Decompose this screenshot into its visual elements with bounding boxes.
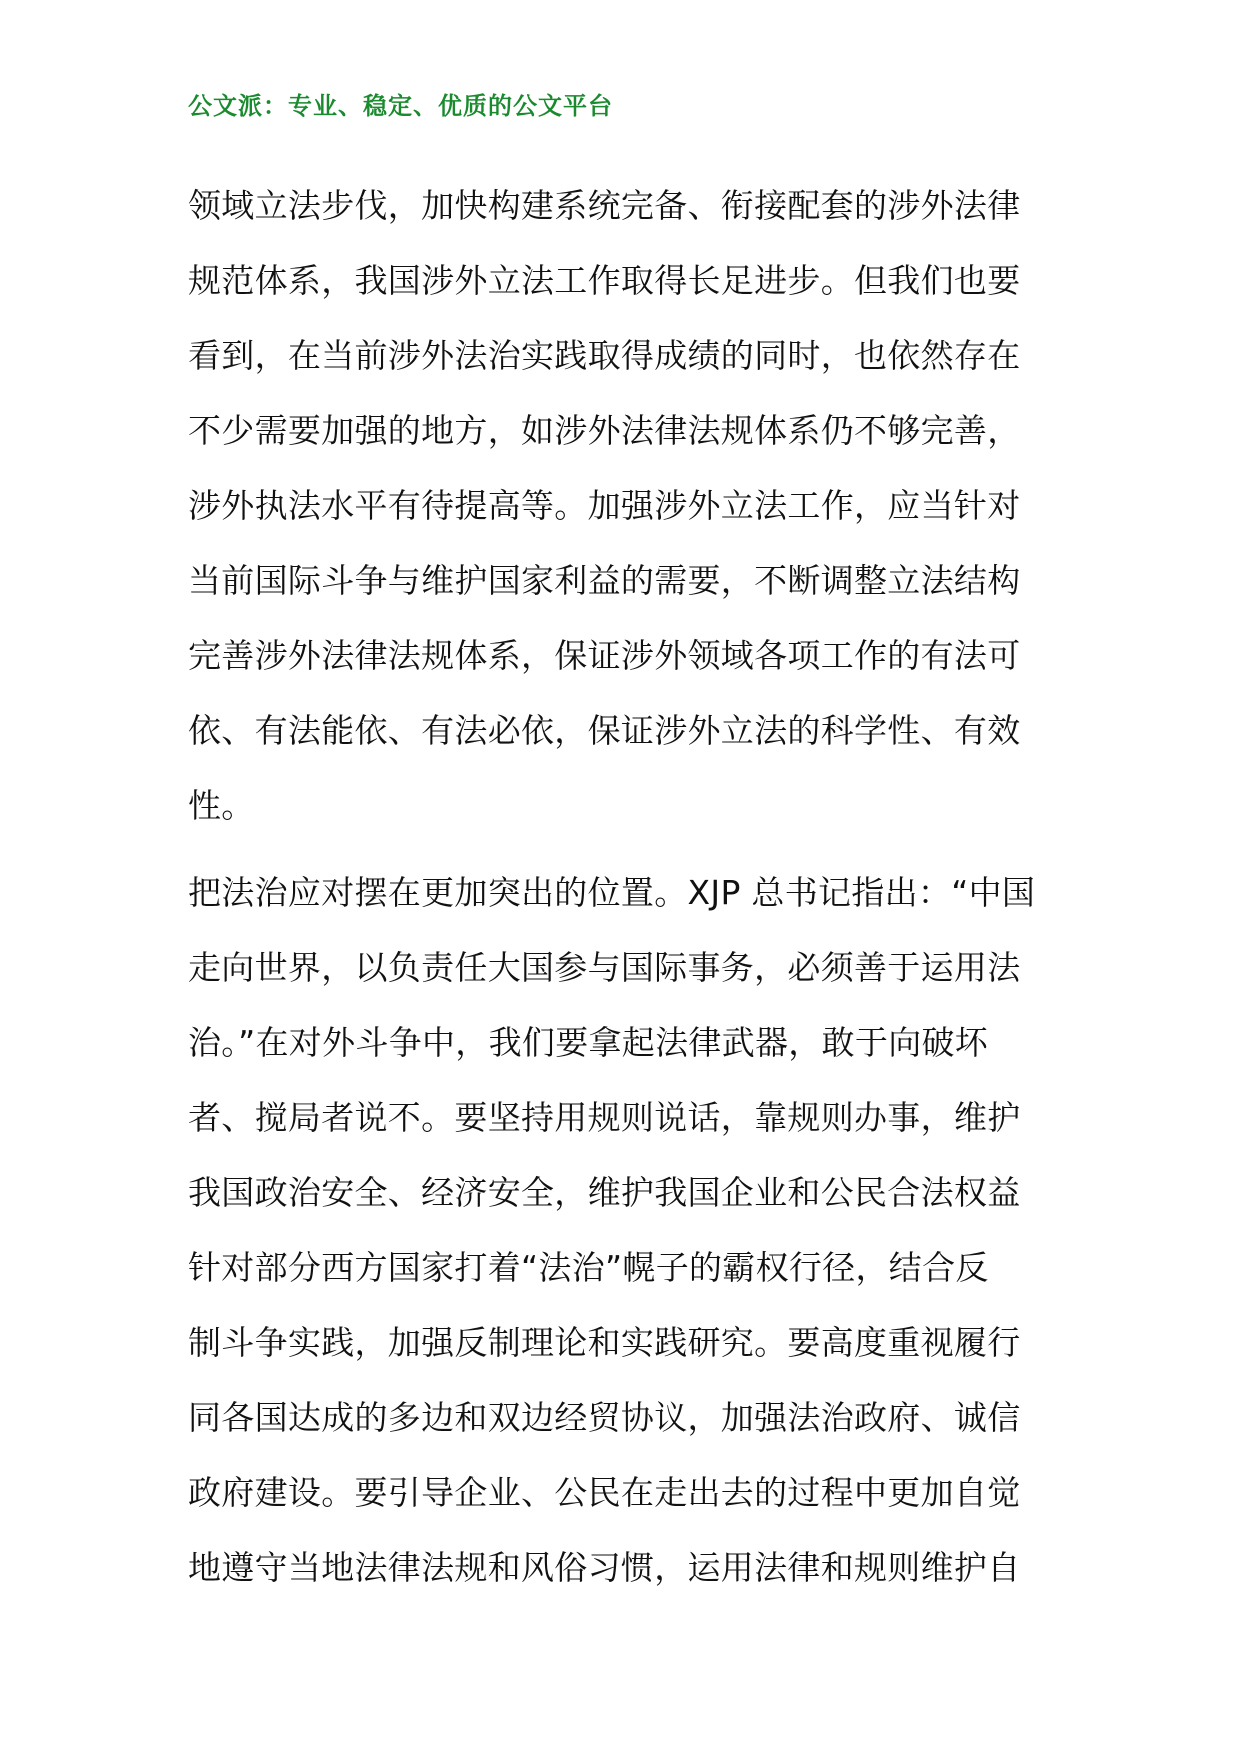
text-line: 不少需要加强的地方，如涉外法律法规体系仍不够完善，: [188, 411, 1021, 450]
text-line: 性。: [188, 786, 255, 825]
text-line: 同各国达成的多边和双边经贸协议，加强法治政府、诚信: [188, 1398, 1021, 1437]
text-line: 把法治应对摆在更加突出的位置。XJP 总书记指出：“中国: [188, 873, 1036, 912]
text-line: 地遵守当地法律法规和风俗习惯，运用法律和规则维护自: [188, 1548, 1021, 1587]
paragraph-1: [188, 168, 1064, 843]
paragraph-2: [188, 855, 1064, 1605]
text-line: 针对部分西方国家打着“法治”幌子的霸权行径，结合反: [188, 1248, 989, 1287]
text-line: 制斗争实践，加强反制理论和实践研究。要高度重视履行: [188, 1323, 1021, 1362]
paragraph-spacer: [188, 843, 1064, 855]
text-line: 完善涉外法律法规体系，保证涉外领域各项工作的有法可: [188, 636, 1021, 675]
text-line: 当前国际斗争与维护国家利益的需要，不断调整立法结构: [188, 561, 1021, 600]
document-body: [188, 168, 1064, 1605]
text-line: 涉外执法水平有待提高等。加强涉外立法工作，应当针对: [188, 486, 1021, 525]
text-line: 我国政治安全、经济安全，维护我国企业和公民合法权益: [188, 1173, 1021, 1212]
text-line: 治。”在对外斗争中，我们要拿起法律武器，敢于向破坏: [188, 1023, 989, 1062]
text-line: 规范体系，我国涉外立法工作取得长足进步。但我们也要: [188, 261, 1021, 300]
text-line: 领域立法步伐，加快构建系统完备、衔接配套的涉外法律: [188, 186, 1021, 225]
text-line: 依、有法能依、有法必依，保证涉外立法的科学性、有效: [188, 711, 1021, 750]
text-line: 走向世界，以负责任大国参与国际事务，必须善于运用法: [188, 948, 1021, 987]
text-line: 者、搅局者说不。要坚持用规则说话，靠规则办事，维护: [188, 1098, 1021, 1137]
text-line: 看到，在当前涉外法治实践取得成绩的同时，也依然存在: [188, 336, 1021, 375]
text-line: 政府建设。要引导企业、公民在走出去的过程中更加自觉: [188, 1473, 1021, 1512]
page-header: 公文派：专业、稳定、优质的公文平台: [188, 92, 613, 120]
